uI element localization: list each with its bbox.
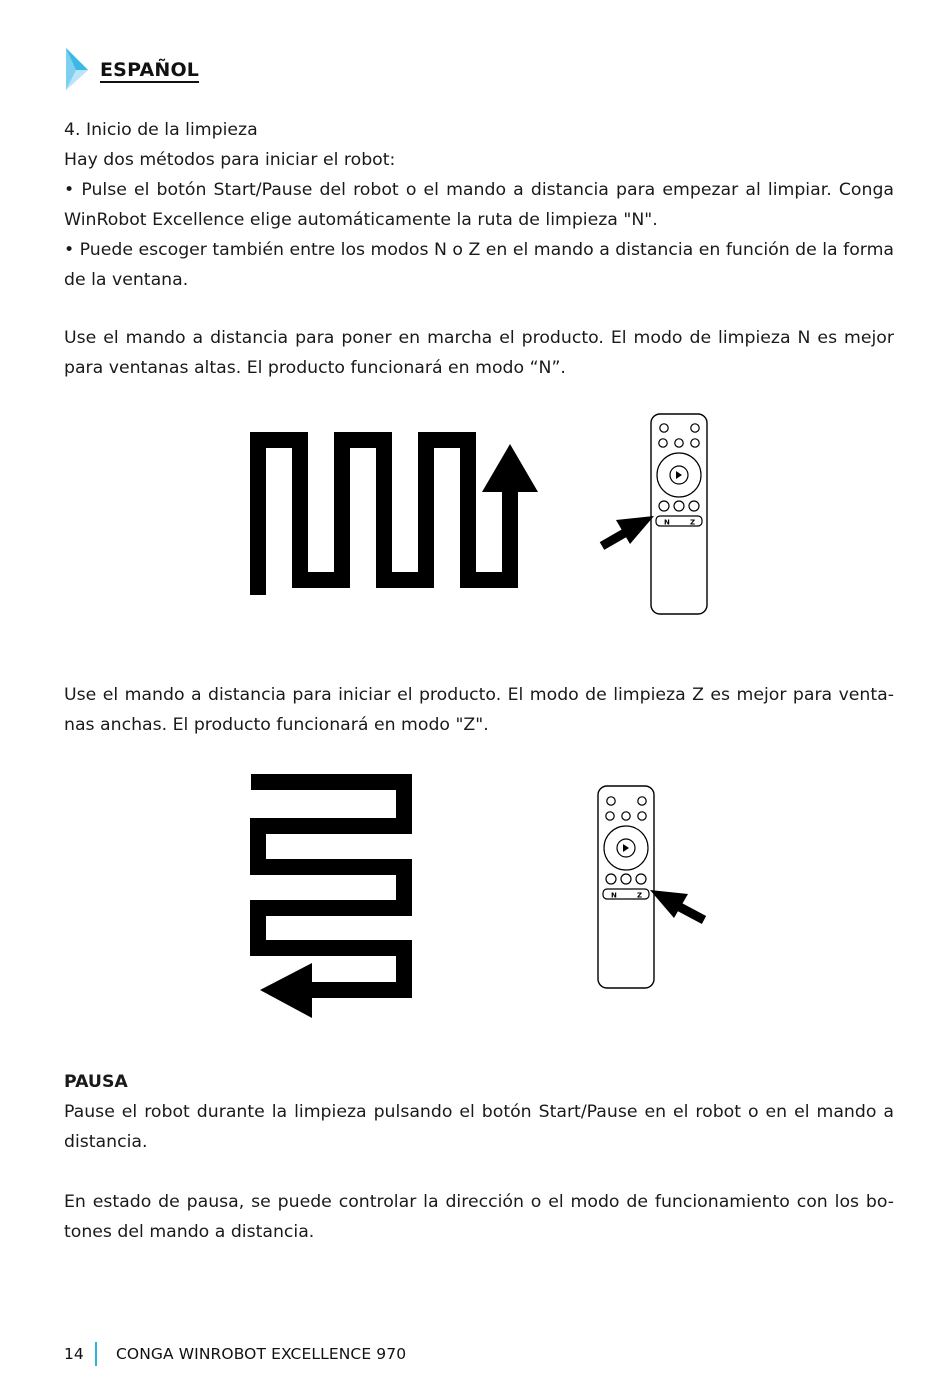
pause-text-2: En estado de pausa, se puede controlar la dirección o el modo de funcionamiento con los bo-tones del mando a distancia. xyxy=(64,1192,894,1242)
pause-text-1: Pause el robot durante la limpieza pulsando el botón Start/Pause en el robot o en el mando a distancia. xyxy=(64,1102,894,1152)
mode-z-paragraph: Use el mando a distancia para iniciar el producto. El modo de limpieza Z es mejor para venta-nas anchas. El producto funcionará en modo "Z". xyxy=(64,685,894,735)
language-label: ESPAÑOL xyxy=(100,59,200,81)
remote-n-label: N xyxy=(611,891,617,900)
bullet-1: • Pulse el botón Start/Pause del robot o el mando a distancia para empezar al limpiar. Conga WinRobot Excellence elige automáticamente la ruta de limpieza "N". xyxy=(64,180,894,230)
page-number: 14 xyxy=(64,1345,84,1363)
intro-text: Hay dos métodos para iniciar el robot: xyxy=(64,150,396,170)
n-path-diagram xyxy=(240,430,550,605)
mode-n-text xyxy=(64,323,894,383)
brand-logo-icon xyxy=(64,46,98,92)
z-path-arrowhead xyxy=(260,963,312,1018)
section-title: 4. Inicio de la limpieza xyxy=(64,120,258,140)
footer-title: CONGA WINROBOT EXCELLENCE 970 xyxy=(116,1345,407,1363)
n-path-line xyxy=(258,440,510,595)
remote-control-n xyxy=(590,410,720,620)
page-footer xyxy=(64,1342,664,1368)
z-path-line xyxy=(251,782,404,990)
n-path-arrowhead xyxy=(482,444,538,492)
page-header xyxy=(64,46,264,92)
footer-divider xyxy=(95,1342,97,1366)
remote-n-label: N xyxy=(664,518,670,527)
mode-z-text xyxy=(64,680,894,740)
remote-z-label: Z xyxy=(637,891,643,900)
mode-n-paragraph: Use el mando a distancia para poner en marcha el producto. El modo de limpieza N es mejor para ventanas altas. El producto funcionará en modo “N”. xyxy=(64,328,894,378)
z-path-diagram xyxy=(240,768,420,1028)
bullet-2: • Puede escoger también entre los modos N o Z en el mando a distancia en función de la forma de la ventana. xyxy=(64,240,895,290)
pause-block xyxy=(64,1067,894,1247)
remote-control-z xyxy=(590,782,720,994)
intro-block xyxy=(64,115,894,295)
pause-heading: PAUSA xyxy=(64,1072,128,1092)
remote-z-label: Z xyxy=(690,518,696,527)
